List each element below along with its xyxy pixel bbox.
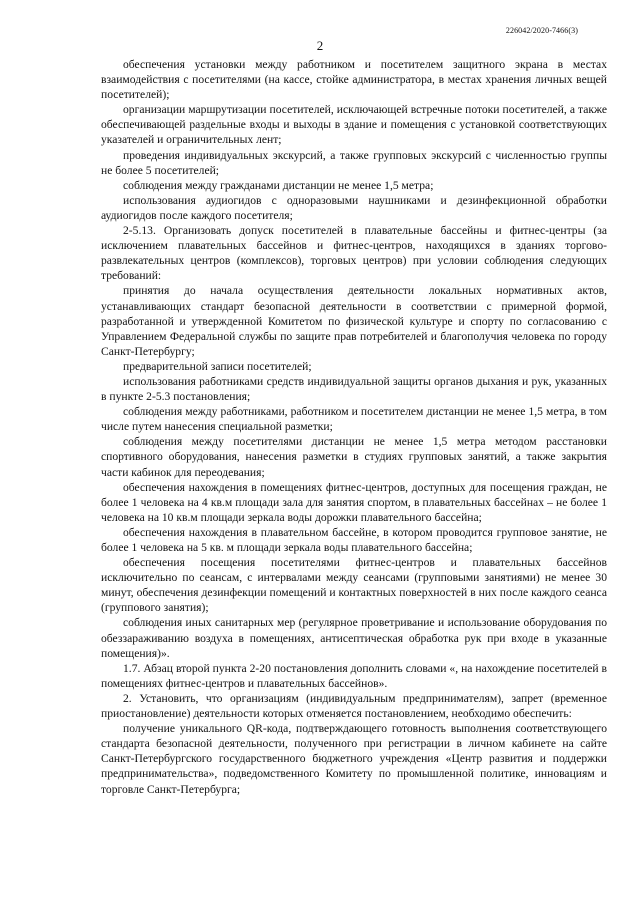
paragraph-protective-screen: обеспечения установки между работником и посетителем защитного экрана в местах взаимодействия с посетителями (на кассе, стойке администратора, в местах хранения личных вещей посетителей); [101,58,607,102]
paragraph-staff-distance: соблюдения между работниками, работником и посетителем дистанции не менее 1,5 метра, в том числе путем нанесения специальной разметки; [101,405,607,434]
paragraph-visitor-distance: соблюдения между посетителями дистанции не менее 1,5 метра методом расстановки спортивного оборудования, нанесения разметки в студиях групповых занятий, а также закрытия части кабинок для переодевания; [101,435,607,479]
document-id: 226042/2020-7466(3) [505,26,578,35]
paragraph-ppe: использования работниками средств индивидуальной защиты органов дыхания и рук, указанных в пункте 2-5.3 постановления; [101,374,607,404]
paragraph-occupancy-limits: обеспечения нахождения в помещениях фитнес-центров, доступных для посещения граждан, не более 1 человека на 4 кв.м площади зала для занятия спортом, в плавательных бассейнах – не более 1 человека на 10 кв.м площади зеркала воды дорожки плавательного бассейна; [101,480,607,524]
paragraph-audioguides: использования аудиогидов с одноразовыми наушниками и дезинфекционной обработки аудиогидов после каждого посетителя; [101,193,607,222]
page-number: 2 [316,38,324,53]
document-body [101,57,607,797]
paragraph-qr-code: получение уникального QR-кода, подтверждающего готовность выполнения соответствующего стандарта безопасной деятельности, полученного при регистрации в личном кабинете на сайте Санкт-Петербургского государственного бюджетного учреждения «Центр развития и поддержки предпринимательства», подведомственного Комитету по промышленной политике, инновациям и торговле Санкт-Петербурга; [101,722,607,796]
paragraph-distance: соблюдения между гражданами дистанции не менее 1,5 метра; [123,178,434,192]
paragraph-sessions: обеспечения посещения посетителями фитнес-центров и плавательных бассейнов исключительно по сеансам, с интервалами между сеансами (групповыми занятиями) не менее 30 минут, обеспечения дезинфекции помещений и контактных поверхностей в них после каждого сеанса (группового занятия); [101,556,607,615]
paragraph-visitor-routing: организации маршрутизации посетителей, исключающей встречные потоки посетителей, а также обеспечивающей раздельные входы и выходы в здание и помещения с установкой соответствующих указателей и ограничительных лент; [101,103,607,147]
paragraph-local-acts: принятия до начала осуществления деятельности локальных нормативных актов, устанавливающих стандарт безопасной деятельности в соответствии с примерной формой, разработанной и утвержденной Комитетом по физической культуре и спорту по согласованию с Управлением Федеральной службы по защите прав потребителей и благополучия человека по городу Санкт-Петербургу; [101,284,607,358]
paragraph-section-1-7: 1.7. Абзац второй пункта 2-20 постановления дополнить словами «, на нахождение посетителей в помещениях фитнес-центров и плавательных бассейнов». [101,661,607,690]
paragraph-excursions: проведения индивидуальных экскурсий, а также групповых экскурсий с численностью группы не более 5 посетителей; [101,148,607,177]
paragraph-pre-registration: предварительной записи посетителей; [123,359,312,373]
paragraph-sanitary-measures: соблюдения иных санитарных мер (регулярное проветривание и использование оборудования по обеззараживанию воздуха в помещениях, антисептическая обработка рук при входе в указанные помещения)». [101,616,607,660]
paragraph-section-2-5-13: 2-5.13. Организовать допуск посетителей в плавательные бассейны и фитнес-центры (за исключением плавательных бассейнов и фитнес-центров, находящихся в зданиях торгово-развлекательных центров (комплексов), торговых центров) при условии соблюдения следующих требований: [101,224,607,283]
paragraph-section-2: 2. Установить, что организациям (индивидуальным предпринимателям), запрет (временное приостановление) деятельности которых отменяется постановлением, необходимо обеспечить: [101,691,607,721]
paragraph-pool-group-limit: обеспечения нахождения в плавательном бассейне, в котором проводится групповое занятие, не более 1 человека на 5 кв. м площади зеркала воды плавательного бассейна; [101,525,607,554]
